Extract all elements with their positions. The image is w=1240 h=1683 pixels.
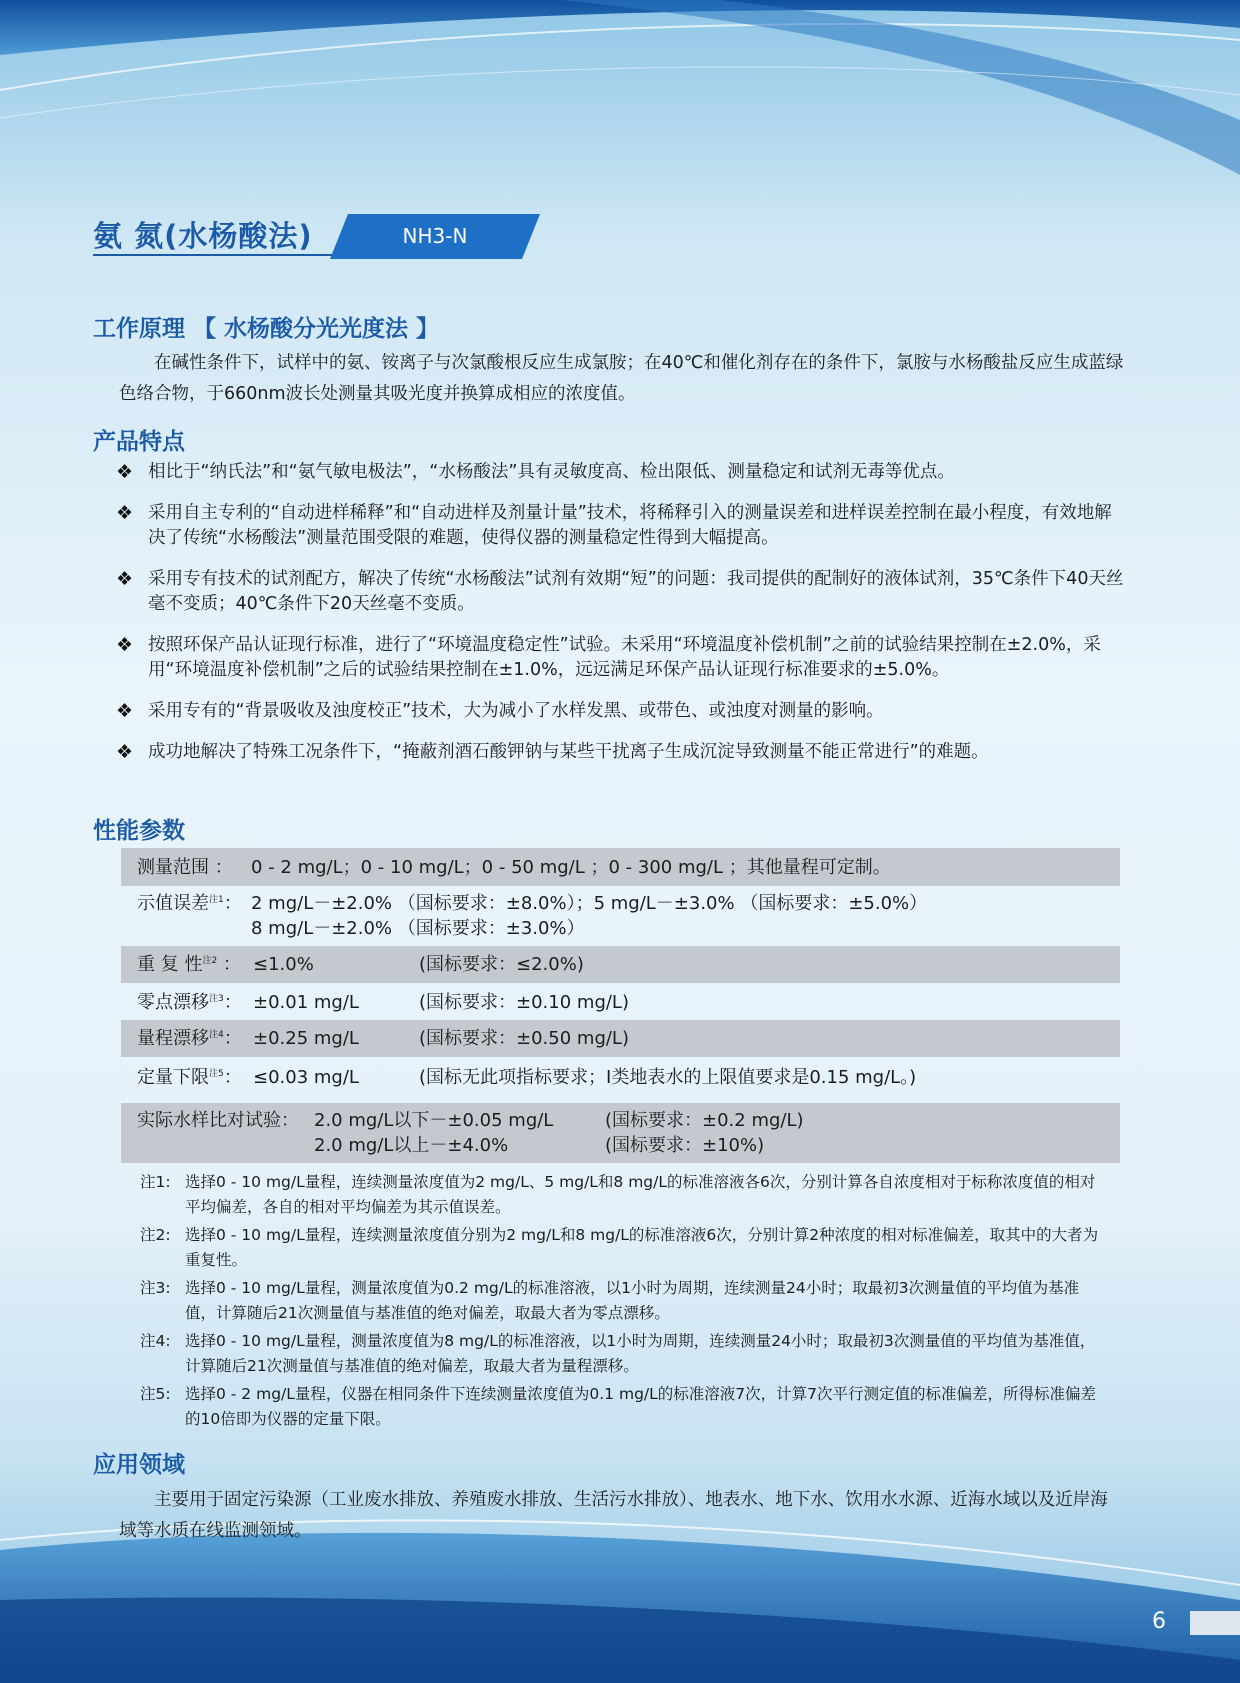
- principle-text: 在碱性条件下，试样中的氨、铵离子与次氯酸根反应生成氯胺；在40℃和催化剂存在的条件下，氯胺与水杨酸盐反应生成蓝绿色络合物，于660nm波长处测量其吸光度并换算成相应的浓度值。: [119, 352, 1124, 404]
- spec-value: ≤1.0%: [253, 954, 314, 975]
- spec-row-span: [121, 1020, 1120, 1057]
- note-marker: 注3: [209, 994, 224, 1004]
- note-marker: 注4: [209, 1030, 224, 1040]
- note-text: 选择0 - 10 mg/L量程，连续测量浓度值为2 mg/L、5 mg/L和8 mg/L的标准溶液各6次，分别计算各自浓度相对于标称浓度值的相对平均偏差，各自的相对平均偏差为其示值误差。: [185, 1173, 1096, 1216]
- page-title: 氨 氮(水杨酸法): [93, 219, 313, 253]
- spec-label: 实际水样比对试验：: [137, 1110, 299, 1131]
- note-marker: 注5: [209, 1069, 224, 1079]
- feature-text: 采用专有技术的试剂配方，解决了传统“水杨酸法”试剂有效期“短”的问题：我司提供的配制好的液体试剂，35℃条件下40天丝毫不变质；40℃条件下20天丝毫不变质。: [148, 569, 1124, 614]
- spec-standard: (国标要求：±0.10 mg/L): [419, 992, 629, 1013]
- list-item: [116, 699, 1126, 724]
- note-id: 注4:: [140, 1332, 171, 1350]
- diamond-bullet-icon: ❖: [116, 741, 134, 763]
- spec-standard-line2: (国标要求：±10%): [605, 1135, 765, 1156]
- spec-standard: (国标要求：≤2.0%): [419, 954, 584, 975]
- diamond-bullet-icon: ❖: [116, 502, 134, 524]
- spec-table: [121, 848, 1120, 1163]
- spec-row-range: [121, 848, 1120, 886]
- spec-label: 量程漂移$^{注4}$：: [137, 1028, 242, 1049]
- note-text: 选择0 - 10 mg/L量程，测量浓度值为8 mg/L的标准溶液，以1小时为周期，连续测量24小时；取最初3次测量值的平均值为基准值，计算随后21次测量值与基准值的绝对偏差，取最大者为量程漂移。: [185, 1332, 1096, 1375]
- spec-row-comparison: [121, 1103, 1120, 1163]
- feature-text: 成功地解决了特殊工况条件下，“掩蔽剂酒石酸钾钠与某些干扰离子生成沉淀导致测量不能正常进行”的难题。: [148, 742, 989, 762]
- feature-text: 按照环保产品认证现行标准，进行了“环境温度稳定性”试验。未采用“环境温度补偿机制”之前的试验结果控制在±2.0%，采用“环境温度补偿机制”之后的试验结果控制在±1.0%，远远满足环保产品认证现行标准要求的±5.0%。: [148, 635, 1101, 680]
- notes-list: [140, 1170, 1100, 1435]
- list-item: [140, 1276, 1100, 1326]
- note-id: 注2:: [140, 1226, 171, 1244]
- diamond-bullet-icon: ❖: [116, 568, 134, 590]
- application-text: 主要用于固定污染源（工业废水排放、养殖废水排放、生活污水排放）、地表水、地下水、饮用水水源、近海水域以及近岸海域等水质在线监测领域。: [119, 1489, 1108, 1541]
- note-marker: 注2: [202, 956, 218, 966]
- note-text: 选择0 - 10 mg/L量程，测量浓度值为0.2 mg/L的标准溶液，以1小时为周期，连续测量24小时；取最初3次测量值的平均值为基准值，计算随后21次测量值与基准值的绝对偏差，取最大者为零点漂移。: [185, 1279, 1080, 1322]
- spec-row-error: [121, 886, 1120, 946]
- feature-text: 采用专有的“背景吸收及浊度校正”技术，大为减小了水样发黑、或带色、或浊度对测量的影响。: [148, 701, 884, 721]
- note-id: 注3:: [140, 1279, 171, 1297]
- spec-value-line1: 2 mg/L－±2.0% （国标要求：±8.0%）；5 mg/L－±3.0% （国标要求：±5.0%）: [251, 893, 928, 914]
- list-item: [140, 1382, 1100, 1432]
- spec-value-line1: 2.0 mg/L以下－±0.05 mg/L: [314, 1110, 554, 1131]
- list-item: [140, 1329, 1100, 1379]
- list-item: [116, 501, 1126, 551]
- spec-value: ≤0.03 mg/L: [253, 1067, 359, 1088]
- spec-row-loq: [121, 1057, 1120, 1097]
- page-tab: [1190, 1611, 1240, 1635]
- list-item: [140, 1223, 1100, 1273]
- note-marker: 注1: [209, 895, 224, 905]
- title-underline: [93, 254, 333, 256]
- application-heading: 应用领域: [93, 1452, 185, 1478]
- list-item: [116, 633, 1126, 683]
- spec-value: ±0.01 mg/L: [253, 992, 359, 1013]
- list-item: [140, 1170, 1100, 1220]
- page-number: 6: [1152, 1609, 1166, 1634]
- list-item: [116, 460, 1126, 485]
- note-text: 选择0 - 2 mg/L量程，仪器在相同条件下连续测量浓度值为0.1 mg/L的标准溶液7次，计算7次平行测定值的标准偏差，所得标准偏差的10倍即为仪器的定量下限。: [185, 1385, 1096, 1428]
- spec-row-repeat: [121, 946, 1120, 983]
- spec-value-line2: 8 mg/L－±2.0% （国标要求：±3.0%）: [251, 918, 585, 939]
- note-text: 选择0 - 10 mg/L量程，连续测量浓度值分别为2 mg/L和8 mg/L的标准溶液6次，分别计算2种浓度的相对标准偏差，取其中的大者为重复性。: [185, 1226, 1099, 1269]
- performance-heading: 性能参数: [93, 818, 185, 844]
- note-id: 注5:: [140, 1385, 171, 1403]
- spec-value: 0 - 2 mg/L；0 - 10 mg/L；0 - 50 mg/L ；0 - 300 mg/L ；其他量程可定制。: [251, 857, 891, 878]
- list-item: [116, 740, 1126, 765]
- principle-heading: 工作原理 【 水杨酸分光光度法 】: [93, 316, 440, 342]
- diamond-bullet-icon: ❖: [116, 461, 134, 483]
- features-heading: 产品特点: [93, 429, 185, 455]
- feature-text: 相比于“纳氏法”和“氨气敏电极法”，“水杨酸法”具有灵敏度高、检出限低、测量稳定和试剂无毒等优点。: [148, 462, 955, 482]
- spec-standard-line1: (国标要求：±0.2 mg/L): [605, 1110, 804, 1131]
- spec-standard: (国标要求：±0.50 mg/L): [419, 1028, 629, 1049]
- spec-label: 测量范围 ：: [137, 857, 233, 878]
- list-item: [116, 567, 1126, 617]
- diamond-bullet-icon: ❖: [116, 700, 134, 722]
- feature-text: 采用自主专利的“自动进样稀释”和“自动进样及剂量计量”技术，将稀释引入的测量误差和进样误差控制在最小程度，有效地解决了传统“水杨酸法”测量范围受限的难题，使得仪器的测量稳定性得到大幅提高。: [148, 503, 1112, 548]
- title-code: NH3-N: [402, 224, 468, 248]
- spec-row-zero: [121, 983, 1120, 1020]
- features-list: [116, 460, 1126, 781]
- diamond-bullet-icon: ❖: [116, 634, 134, 656]
- spec-label: 示值误差$^{注1}$：: [137, 893, 242, 914]
- note-id: 注1:: [140, 1173, 171, 1191]
- spec-label: 零点漂移$^{注3}$：: [137, 992, 242, 1013]
- title-tab: [330, 214, 540, 259]
- spec-label: 重 复 性$^{注2}$ ：: [137, 954, 241, 975]
- spec-label: 定量下限$^{注5}$：: [137, 1067, 242, 1088]
- spec-value-line2: 2.0 mg/L以上－±4.0%: [314, 1135, 509, 1156]
- spec-value: ±0.25 mg/L: [253, 1028, 359, 1049]
- spec-standard: (国标无此项指标要求；I类地表水的上限值要求是0.15 mg/L。): [419, 1067, 917, 1088]
